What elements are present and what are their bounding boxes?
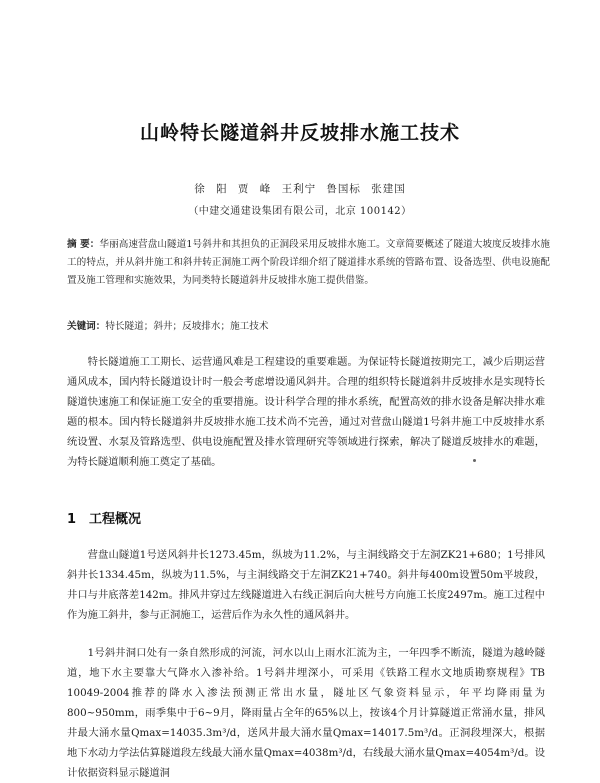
body-paragraph: 营盘山隧道1号送风斜井长1273.45m，纵坡为11.2%，与主洞线路交于左洞ZK21+680；1号排风斜井长1334.45m，纵坡为11.5%，与主洞线路交于左洞ZK21+740。斜井每400m设置50m平坡段，井口与井底落差142m。排风井穿过左线隧道进入右线正洞后向大桩号方向施工长度2497m。施工过程中作为施工斜井，参与正洞施工，运营后作为永久性的通风斜井。 (67, 549, 545, 621)
keywords (67, 318, 550, 336)
keywords-label: 关键词： (67, 321, 106, 332)
scan-speck (473, 459, 476, 462)
abstract-text: 华丽高速营盘山隧道1号斜井和其担负的正洞段采用反坡排水施工。文章简要概述了隧道大坡度反坡排水施工的特点，并从斜井施工和斜井转正洞施工两个阶段详细介绍了隧道排水系统的管路布置、设备选型、供电设施配置及施工管理和实施效果，为同类特长隧道斜井反坡排水施工提供借鉴。 (67, 239, 550, 286)
author-list: 徐 阳 贾 峰 王利宁 鲁国标 张建国 (194, 183, 406, 195)
section-title: 工程概况 (89, 512, 142, 527)
paper-title: 山岭特长隧道斜井反坡排水施工技术 (139, 122, 460, 144)
body-paragraph: 1号斜井洞口处有一条自然形成的河流，河水以山上雨水汇流为主，一年四季不断流，隧道为越岭隧道，地下水主要靠大气降水入渗补给。1号斜井埋深小，可采用《铁路工程水文地质勘察规程》TB 10049-2004推荐的降水入渗法预测正常出水量，隧址区气象资料显示，年平均降雨量为800~950mm，雨季集中于6~9月，降雨量占全年的65%以上，按该4个月计算隧道正常涌水量，排风井最大涌水量Qmax=14035.3m³/d，送风井最大涌水量Qmax=14017.5m³/d。正洞段埋深大，根据地下水动力学法估算隧道段左线最大涌水量Qmax=4038m³/d，右线最大涌水量Qmax=4054m³/d。设计依据资料显示隧道洞 (67, 647, 545, 779)
affiliation: （中建交通建设集团有限公司，北京 100142） (188, 206, 412, 217)
keywords-text: 特长隧道；斜井；反坡排水；施工技术 (105, 321, 269, 332)
section-number: 1 (67, 512, 77, 527)
abstract (67, 236, 550, 290)
abstract-label: 摘 要： (67, 239, 100, 250)
section-heading (67, 508, 141, 527)
intro-paragraph: 特长隧道施工工期长、运营通风难是工程建设的重要难题。为保证特长隧道按期完工，减少后期运营通风成本，国内特长隧道设计时一般会考虑增设通风斜井。合理的组织特长隧道斜井反坡排水是实现特长隧道快速施工和保证施工安全的重要措施。设计科学合理的排水系统，配置高效的排水设备是解决排水难题的根本。国内特长隧道斜井反坡排水施工技术尚不完善，通过对营盘山隧道1号斜井施工中反坡排水系统设置、水泵及管路选型、供电设施配置及排水管理研究等领域进行探索，解决了隧道反坡排水的难题，为特长隧道顺利施工奠定了基础。 (67, 356, 545, 468)
